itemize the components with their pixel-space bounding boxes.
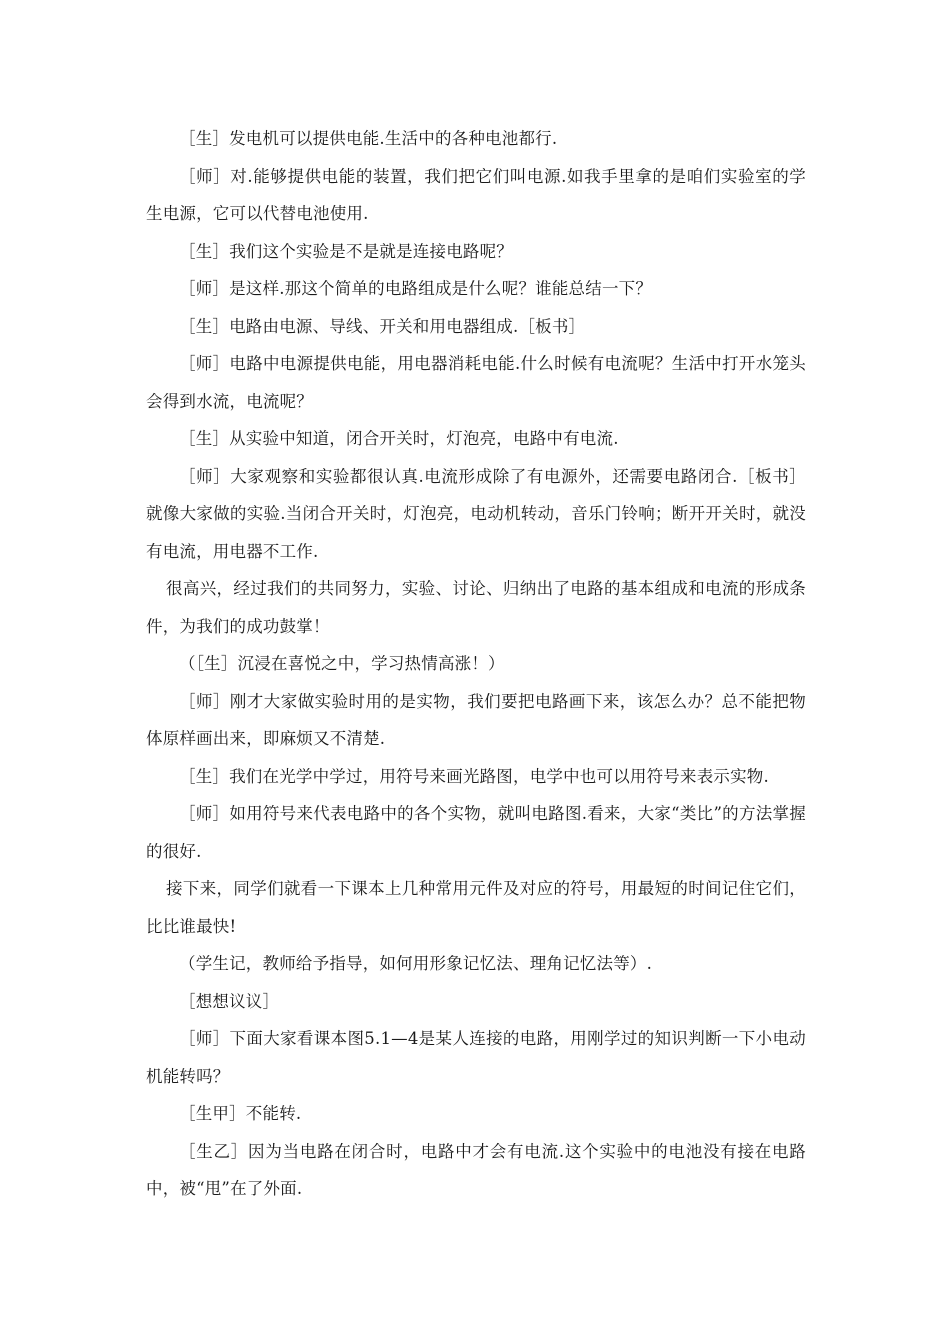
paragraph: ［师］对.能够提供电能的装置，我们把它们叫电源.如我手里拿的是咱们实验室的学生电源，它可以代替电池使用. <box>146 166 806 223</box>
paragraph: ［师］刚才大家做实验时用的是实物，我们要把电路画下来，该怎么办？总不能把物体原样画出来，即麻烦又不清楚. <box>146 691 806 748</box>
paragraph: ［生乙］因为当电路在闭合时，电路中才会有电流.这个实验中的电池没有接在电路中，被“甩”在了外面. <box>146 1141 806 1198</box>
paragraph: ［生］我们在光学中学过，用符号来画光路图，电学中也可以用符号来表示实物. <box>179 766 769 786</box>
paragraph: ［生甲］不能转. <box>179 1104 302 1123</box>
paragraph: ［师］下面大家看课本图5.1—4是某人连接的电路，用刚学过的知识判断一下小电动机能转吗？ <box>146 1029 806 1086</box>
paragraph: ［师］如用符号来代表电路中的各个实物，就叫电路图.看来，大家“类比”的方法掌握的很好. <box>146 804 806 861</box>
paragraph: 很高兴，经过我们的共同努力，实验、讨论、归纳出了电路的基本组成和电流的形成条件，为我们的成功鼓掌！ <box>146 579 806 636</box>
paragraph: ［生］发电机可以提供电能.生活中的各种电池都行. <box>179 129 558 148</box>
paragraph: ［师］电路中电源提供电能，用电器消耗电能.什么时候有电流呢？生活中打开水笼头会得到水流，电流呢？ <box>146 354 806 411</box>
section-heading: ［想想议议］ <box>179 991 280 1011</box>
paragraph: （学生记，教师给予指导，如何用形象记忆法、理角记忆法等）. <box>179 954 653 973</box>
paragraph: ［师］是这样.那这个简单的电路组成是什么呢？谁能总结一下？ <box>179 279 653 298</box>
paragraph: 接下来，同学们就看一下课本上几种常用元件及对应的符号，用最短的时间记住它们，比比谁最快! <box>146 879 806 936</box>
paragraph: ［师］大家观察和实验都很认真.电流形成除了有电源外，还需要电路闭合.［板书］就像大家做的实验.当闭合开关时，灯泡亮，电动机转动，音乐门铃响；断开开关时，就没有电流，用电器不工作. <box>146 466 806 561</box>
paragraph: ［生］电路由电源、导线、开关和用电器组成.［板书］ <box>179 316 586 336</box>
document-body <box>146 120 806 1208</box>
paragraph: （［生］沉浸在喜悦之中，学习热情高涨！） <box>179 654 505 673</box>
paragraph: ［生］从实验中知道，闭合开关时，灯泡亮，电路中有电流. <box>179 429 619 448</box>
paragraph: ［生］我们这个实验是不是就是连接电路呢？ <box>179 241 513 261</box>
